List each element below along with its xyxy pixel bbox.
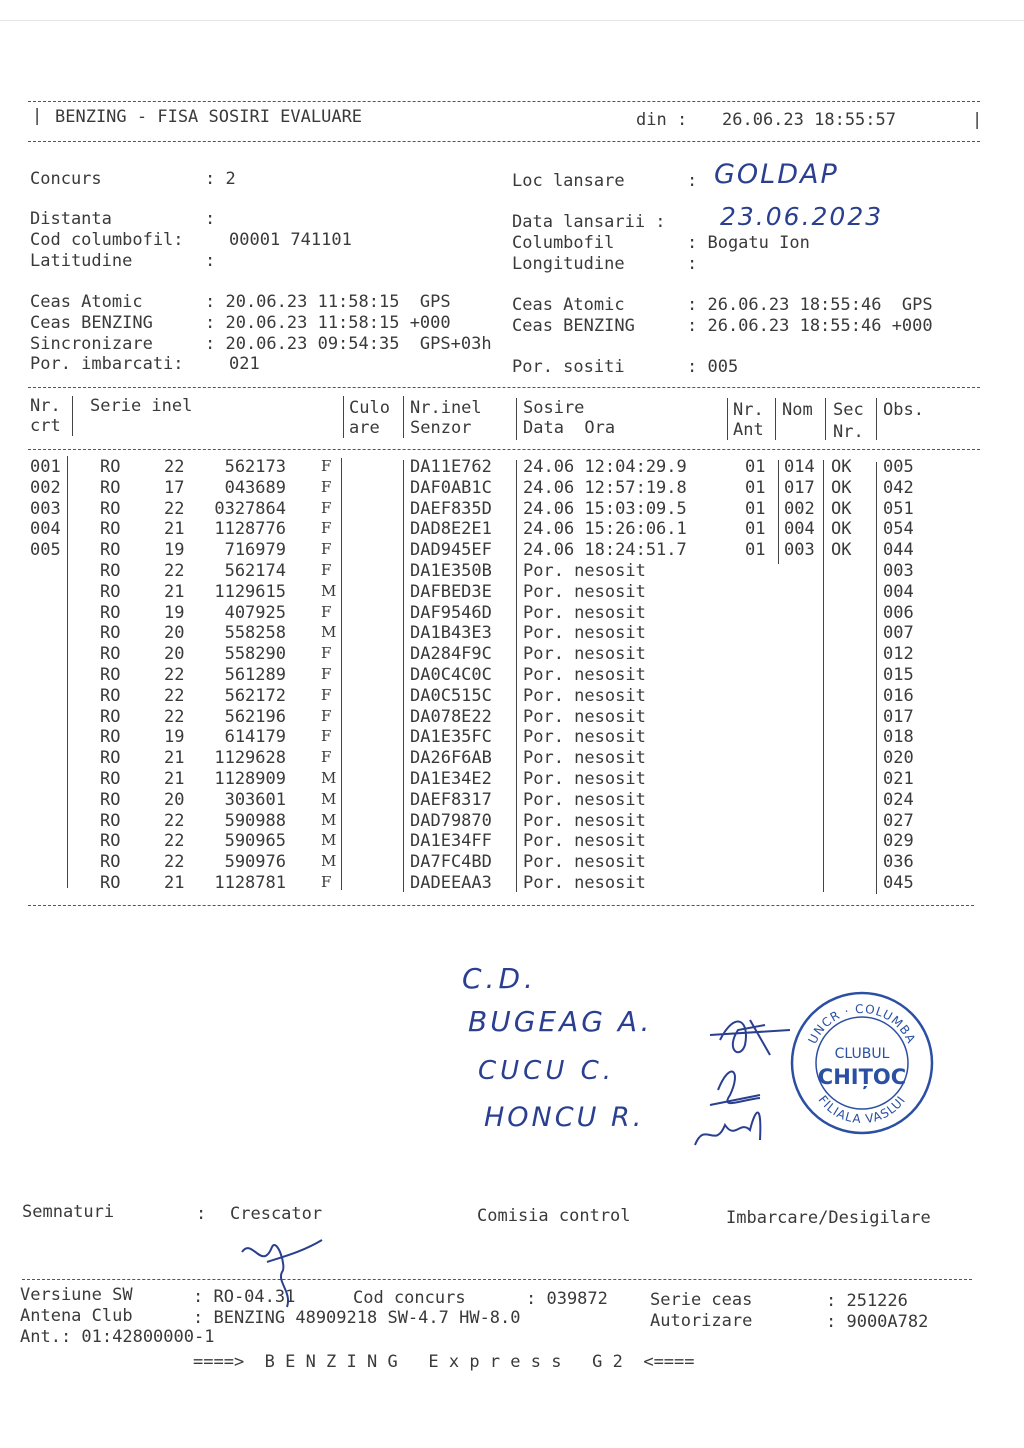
sincronizare-value: : 20.06.23 09:54:35 GPS+03h <box>205 334 492 354</box>
cell-sex: F <box>321 706 332 725</box>
ceas-benzing-right-value: : 26.06.23 18:55:46 +000 <box>687 316 933 336</box>
cell-sen: DAD79870 <box>410 810 492 831</box>
handwritten-name-3: HONCU R. <box>484 1102 645 1133</box>
svg-text:UNCR · COLUMBA: UNCR · COLUMBA <box>805 1001 919 1047</box>
cell-obs: 045 <box>883 873 914 893</box>
cell-obs: 006 <box>883 602 914 623</box>
cell-sen: DA26F6AB <box>410 748 492 769</box>
col-sec-header-1: Sec <box>833 400 864 420</box>
cell-ant: 01 <box>745 477 766 498</box>
cell-obs: 021 <box>883 769 914 789</box>
cell-sen: DA1E35FC <box>410 727 492 748</box>
table-row <box>0 477 1024 501</box>
cell-yr: 22 <box>164 498 185 519</box>
cell-obs: 004 <box>883 581 914 602</box>
cell-obs: 016 <box>883 685 914 706</box>
data-lansarii-handwritten: 23.06.2023 <box>720 202 884 231</box>
longitudine-label: Longitudine <box>512 254 625 274</box>
concurs-value: : 2 <box>205 169 236 189</box>
sincronizare-label: Sincronizare <box>30 334 153 354</box>
table-header-rule <box>28 449 980 450</box>
cell-ro: RO <box>100 644 121 665</box>
cell-sex: F <box>321 685 332 704</box>
table-row <box>0 833 1024 854</box>
cell-ro: RO <box>100 873 121 893</box>
cod-columbofil-label: Cod columbofil: <box>30 230 184 250</box>
cell-yr: 21 <box>164 519 185 540</box>
cell-sos: Por. nesosit <box>523 665 646 685</box>
cell-ro: RO <box>100 498 121 519</box>
col-senzor-header-2: Senzor <box>410 418 472 438</box>
ceas-atomic-right-label: Ceas Atomic <box>512 295 625 315</box>
cell-sex: M <box>321 769 337 787</box>
cell-yr: 21 <box>164 873 185 893</box>
ceas-benzing-left-label: Ceas BENZING <box>30 313 153 333</box>
cell-yr: 22 <box>164 831 185 852</box>
cell-nr: 004 <box>30 519 61 540</box>
header-left-bar: | <box>32 106 43 126</box>
table-row <box>0 685 1024 709</box>
cell-nom: 014 <box>784 457 815 477</box>
cell-sen: DADEEAA3 <box>410 873 492 893</box>
loc-lansare-handwritten: GOLDAP <box>714 159 839 190</box>
cell-yr: 22 <box>164 810 185 831</box>
cell-nr: 002 <box>30 477 61 498</box>
cell-obs: 015 <box>883 665 914 685</box>
crescator-label: Crescator <box>230 1204 323 1224</box>
table-row <box>0 498 1024 522</box>
cell-sen: DA1B43E3 <box>410 623 492 644</box>
loc-lansare-label: Loc lansare <box>512 171 625 191</box>
columbofil-label: Columbofil <box>512 233 615 253</box>
table-row <box>0 706 1024 730</box>
table-row <box>0 667 1024 688</box>
longitudine-colon: : <box>687 254 698 274</box>
cell-yr: 21 <box>164 748 185 769</box>
cell-obs: 012 <box>883 644 914 665</box>
cell-sex: F <box>321 519 332 538</box>
cell-sex: F <box>321 498 332 517</box>
cell-obs: 042 <box>883 477 914 498</box>
serie-ceas-value: : 251226 <box>826 1291 908 1311</box>
hdr-divider-senzor <box>516 398 517 440</box>
cell-ro: RO <box>100 852 121 873</box>
cell-sen: DA1E34FF <box>410 831 492 852</box>
columbofil-value: : Bogatu Ion <box>687 233 810 253</box>
cell-sec: OK <box>831 457 852 477</box>
cell-sex: F <box>321 665 332 683</box>
porumbei-imbarcati-label: Por. imbarcati: <box>30 354 184 374</box>
cell-num: 590965 <box>224 831 286 852</box>
cell-sen: DA1E34E2 <box>410 769 492 789</box>
cod-concurs-value: : 039872 <box>526 1289 608 1309</box>
table-row <box>0 563 1024 584</box>
cell-sos: Por. nesosit <box>523 873 646 893</box>
loc-lansare-colon: : <box>687 171 698 191</box>
handwritten-name-1: BUGEAG A. <box>468 1005 653 1038</box>
cell-sex: F <box>321 873 332 891</box>
ceas-benzing-right-label: Ceas BENZING <box>512 316 635 336</box>
comisia-control-label: Comisia control <box>477 1206 631 1226</box>
handwritten-cd: C.D. <box>462 962 537 995</box>
col-ant-header-1: Nr. <box>733 400 764 420</box>
table-row <box>0 729 1024 750</box>
table-row <box>0 625 1024 646</box>
autorizare-value: : 9000A782 <box>826 1312 929 1332</box>
cell-sen: DA1E350B <box>410 561 492 581</box>
distanta-label: Distanta <box>30 209 112 229</box>
header-right-bar: | <box>972 110 983 130</box>
col-sec-header-2: Nr. <box>833 422 864 442</box>
cell-yr: 19 <box>164 602 185 623</box>
ceas-atomic-left-label: Ceas Atomic <box>30 292 143 312</box>
semnaturi-colon: : <box>196 1204 207 1224</box>
cell-obs: 036 <box>883 852 914 873</box>
concurs-label: Concurs <box>30 169 102 189</box>
cell-obs: 044 <box>883 540 914 561</box>
col-nr-header-1: Nr. <box>30 396 61 416</box>
cell-obs: 054 <box>883 519 914 540</box>
cell-sex: M <box>321 810 337 829</box>
cell-ro: RO <box>100 831 121 852</box>
cell-yr: 22 <box>164 685 185 706</box>
cell-ro: RO <box>100 727 121 748</box>
cell-yr: 19 <box>164 540 185 561</box>
cell-ro: RO <box>100 561 121 581</box>
table-row <box>0 771 1024 792</box>
cell-sex: F <box>321 457 332 475</box>
benzing-brand-line: ====> B E N Z I N G E x p r e s s G 2 <==== <box>193 1352 695 1372</box>
document-title: BENZING - FISA SOSIRI EVALUARE <box>55 107 363 127</box>
cell-sos: Por. nesosit <box>523 748 646 769</box>
cell-ant: 01 <box>745 519 766 540</box>
cell-obs: 005 <box>883 457 914 477</box>
antena-club-label: Antena Club <box>20 1306 133 1326</box>
cell-num: 614179 <box>224 727 286 748</box>
cell-sos: 24.06 12:57:19.8 <box>523 477 687 498</box>
hdr-divider-nr <box>72 396 73 436</box>
cod-columbofil-value: 00001 741101 <box>229 230 352 250</box>
col-culoare-header-1: Culo <box>349 398 390 418</box>
cell-yr: 21 <box>164 581 185 602</box>
cell-ant: 01 <box>745 498 766 519</box>
cell-sos: Por. nesosit <box>523 581 646 602</box>
autorizare-label: Autorizare <box>650 1311 753 1331</box>
cell-yr: 19 <box>164 727 185 748</box>
cell-sen: DAD945EF <box>410 540 492 561</box>
cell-num: 716979 <box>224 540 286 561</box>
footer-rule <box>22 1279 972 1280</box>
cell-sen: DA078E22 <box>410 706 492 727</box>
cell-sos: Por. nesosit <box>523 831 646 852</box>
cell-num: 1128781 <box>214 873 286 893</box>
cell-sos: 24.06 15:03:09.5 <box>523 498 687 519</box>
cell-obs: 051 <box>883 498 914 519</box>
cell-yr: 20 <box>164 644 185 665</box>
table-row <box>0 521 1024 542</box>
svg-text:CLUBUL: CLUBUL <box>834 1046 890 1062</box>
col-serie-header: Serie inel <box>90 396 193 416</box>
semnaturi-label: Semnaturi <box>22 1202 115 1222</box>
cell-obs: 007 <box>883 623 914 644</box>
cell-sex: M <box>321 852 337 871</box>
cell-num: 561289 <box>224 665 286 685</box>
header-bottom-rule <box>28 141 980 142</box>
porumbei-sositi-value: : 005 <box>687 357 739 377</box>
porumbei-sositi-label: Por. sositi <box>512 357 625 377</box>
page-edge <box>0 20 1024 21</box>
cell-ro: RO <box>100 748 121 769</box>
hdr-divider-sec <box>876 398 877 440</box>
hdr-divider-nom <box>825 398 826 440</box>
data-lansarii-label: Data lansarii : <box>512 212 666 232</box>
cell-sos: Por. nesosit <box>523 789 646 810</box>
hdr-divider-culoare <box>403 396 404 438</box>
cell-ro: RO <box>100 769 121 789</box>
cell-nom: 017 <box>784 477 815 498</box>
cell-sen: DAD8E2E1 <box>410 519 492 540</box>
cell-sos: 24.06 15:26:06.1 <box>523 519 687 540</box>
antena-club-value: : BENZING 48909218 SW-4.7 HW-8.0 <box>193 1308 521 1328</box>
cell-num: 562173 <box>224 457 286 477</box>
cell-yr: 22 <box>164 852 185 873</box>
cell-sen: DAF9546D <box>410 602 492 623</box>
cell-yr: 21 <box>164 769 185 789</box>
cell-num: 558258 <box>224 623 286 644</box>
cell-num: 562174 <box>224 561 286 581</box>
cell-sex: M <box>321 831 337 850</box>
cell-sen: DA284F9C <box>410 644 492 665</box>
cell-sex: F <box>321 748 332 767</box>
cell-sex: M <box>321 581 337 600</box>
cell-sos: Por. nesosit <box>523 623 646 644</box>
cell-num: 562196 <box>224 706 286 727</box>
cell-sos: Por. nesosit <box>523 561 646 581</box>
cell-ant: 01 <box>745 457 766 477</box>
cell-sex: F <box>321 561 332 579</box>
cell-sex: M <box>321 789 337 808</box>
hdr-divider-serie <box>343 396 344 438</box>
ceas-benzing-left-value: : 20.06.23 11:58:15 +000 <box>205 313 451 333</box>
cell-ro: RO <box>100 810 121 831</box>
table-row <box>0 875 1024 896</box>
table-row <box>0 581 1024 605</box>
cell-ro: RO <box>100 685 121 706</box>
serie-ceas-label: Serie ceas <box>650 1290 753 1310</box>
cell-ro: RO <box>100 602 121 623</box>
latitudine-colon: : <box>205 251 216 271</box>
cell-nom: 004 <box>784 519 815 540</box>
table-bottom-rule <box>28 905 974 906</box>
cell-num: 043689 <box>224 477 286 498</box>
ant-line: Ant.: 01:42800000-1 <box>20 1327 215 1347</box>
cell-sos: Por. nesosit <box>523 769 646 789</box>
cell-sen: DAFBED3E <box>410 581 492 602</box>
cell-sex: F <box>321 727 332 746</box>
cell-sex: F <box>321 477 332 496</box>
cell-ro: RO <box>100 789 121 810</box>
cell-sos: Por. nesosit <box>523 644 646 665</box>
ceas-atomic-right-value: : 26.06.23 18:55:46 GPS <box>687 295 933 315</box>
cell-sen: DAEF835D <box>410 498 492 519</box>
din-label: din : <box>636 110 688 130</box>
table-row <box>0 750 1024 771</box>
cell-ro: RO <box>100 581 121 602</box>
cell-num: 303601 <box>224 789 286 810</box>
handwritten-name-2: CUCU C. <box>478 1056 616 1086</box>
table-row <box>0 854 1024 875</box>
ceas-atomic-left-value: : 20.06.23 11:58:15 GPS <box>205 292 451 312</box>
cell-sos: Por. nesosit <box>523 706 646 727</box>
cell-ant: 01 <box>745 540 766 561</box>
imbarcare-desigilare-label: Imbarcare/Desigilare <box>726 1208 931 1228</box>
cell-nr: 005 <box>30 540 61 561</box>
cell-sec: OK <box>831 477 852 498</box>
cell-obs: 027 <box>883 810 914 831</box>
cell-sec: OK <box>831 540 852 561</box>
cell-sex: F <box>321 644 332 663</box>
cell-sen: DA7FC4BD <box>410 852 492 873</box>
cell-ro: RO <box>100 540 121 561</box>
cell-ro: RO <box>100 665 121 685</box>
table-row <box>0 810 1024 834</box>
col-nom-header: Nom <box>782 400 813 420</box>
cell-yr: 22 <box>164 457 185 477</box>
cell-ro: RO <box>100 706 121 727</box>
cell-sec: OK <box>831 498 852 519</box>
table-row <box>0 542 1024 563</box>
cod-concurs-label: Cod concurs <box>353 1288 466 1308</box>
svg-text:CHIȚOC: CHIȚOC <box>817 1065 907 1089</box>
table-row <box>0 789 1024 813</box>
cell-sen: DA0C4C0C <box>410 665 492 685</box>
cell-ro: RO <box>100 477 121 498</box>
table-row <box>0 602 1024 626</box>
cell-yr: 22 <box>164 561 185 581</box>
cell-sos: Por. nesosit <box>523 810 646 831</box>
cell-num: 407925 <box>224 602 286 623</box>
cell-obs: 003 <box>883 561 914 581</box>
col-senzor-header-1: Nr.inel <box>410 398 482 418</box>
distanta-colon: : <box>205 209 216 229</box>
col-sosire-header-1: Sosire <box>523 398 585 418</box>
col-obs-header: Obs. <box>883 400 924 420</box>
cell-sos: Por. nesosit <box>523 727 646 748</box>
cell-num: 1128909 <box>214 769 286 789</box>
cell-nom: 002 <box>784 498 815 519</box>
cell-num: 0327864 <box>214 498 286 519</box>
cell-sex: F <box>321 540 332 559</box>
cell-num: 558290 <box>224 644 286 665</box>
cell-yr: 20 <box>164 789 185 810</box>
header-top-rule <box>28 101 980 102</box>
cell-yr: 17 <box>164 477 185 498</box>
cell-yr: 20 <box>164 623 185 644</box>
latitudine-label: Latitudine <box>30 251 133 271</box>
cell-sex: F <box>321 602 332 621</box>
cell-sex: M <box>321 623 337 642</box>
table-row <box>0 646 1024 667</box>
cell-sen: DAF0AB1C <box>410 477 492 498</box>
cell-sec: OK <box>831 519 852 540</box>
cell-obs: 024 <box>883 789 914 810</box>
cell-yr: 22 <box>164 706 185 727</box>
col-nr-header-2: crt <box>30 416 61 436</box>
cell-sen: DA11E762 <box>410 457 492 477</box>
cell-nr: 003 <box>30 498 61 519</box>
cell-sos: Por. nesosit <box>523 852 646 873</box>
svg-text:FILIALA VASLUI: FILIALA VASLUI <box>815 1092 909 1127</box>
club-stamp-icon <box>789 990 935 1136</box>
cell-obs: 017 <box>883 706 914 727</box>
porumbei-imbarcati-value: 021 <box>229 354 260 374</box>
cell-nr: 001 <box>30 457 61 477</box>
cell-sos: Por. nesosit <box>523 685 646 706</box>
cell-num: 590988 <box>224 810 286 831</box>
cell-sen: DAEF8317 <box>410 789 492 810</box>
hdr-divider-sosire <box>727 398 728 440</box>
col-ant-header-2: Ant <box>733 420 764 440</box>
table-top-rule <box>28 387 980 388</box>
cell-num: 1129628 <box>214 748 286 769</box>
cell-sen: DA0C515C <box>410 685 492 706</box>
cell-num: 590976 <box>224 852 286 873</box>
table-row <box>0 459 1024 480</box>
cell-ro: RO <box>100 623 121 644</box>
cell-ro: RO <box>100 519 121 540</box>
signature-scribbles-icon <box>690 1000 800 1160</box>
cell-obs: 029 <box>883 831 914 852</box>
din-value: 26.06.23 18:55:57 <box>722 110 896 130</box>
col-sosire-header-2: Data Ora <box>523 418 616 438</box>
cell-obs: 020 <box>883 748 914 769</box>
col-culoare-header-2: are <box>349 418 380 438</box>
cell-sos: 24.06 12:04:29.9 <box>523 457 687 477</box>
cell-obs: 018 <box>883 727 914 748</box>
cell-num: 562172 <box>224 685 286 706</box>
cell-num: 1128776 <box>214 519 286 540</box>
versiune-sw-value: : RO-04.31 <box>193 1287 296 1307</box>
cell-nom: 003 <box>784 540 815 561</box>
cell-sos: 24.06 18:24:51.7 <box>523 540 687 561</box>
cell-yr: 22 <box>164 665 185 685</box>
cell-ro: RO <box>100 457 121 477</box>
versiune-sw-label: Versiune SW <box>20 1285 133 1305</box>
cell-num: 1129615 <box>214 581 286 602</box>
cell-sos: Por. nesosit <box>523 602 646 623</box>
hdr-divider-ant <box>775 398 776 440</box>
